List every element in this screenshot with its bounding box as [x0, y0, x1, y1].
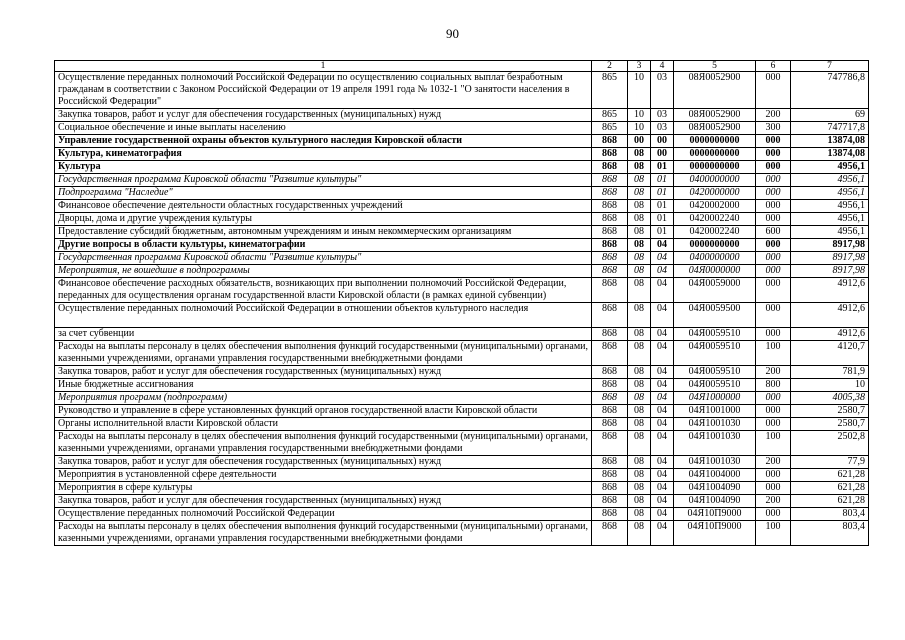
amount-cell: 4912,6 — [791, 328, 869, 341]
target-article-cell: 04Я1001030 — [674, 431, 756, 456]
amount-cell: 4912,6 — [791, 303, 869, 328]
chapter-code-cell: 868 — [592, 521, 628, 546]
header-cell: 1 — [55, 61, 592, 72]
row-name-cell: Расходы на выплаты персоналу в целях обеспечения выполнения функций государственными (муниципальными) органами, казенными учреждениями, органами управления государственными внебюджетными фондами — [55, 341, 592, 366]
amount-cell: 2502,8 — [791, 431, 869, 456]
chapter-code-cell: 868 — [592, 213, 628, 226]
subsection-code-cell: 04 — [651, 265, 674, 278]
section-code-cell: 08 — [628, 187, 651, 200]
table-row — [55, 521, 869, 546]
subsection-code-cell: 00 — [651, 148, 674, 161]
target-article-cell: 04Я1004090 — [674, 482, 756, 495]
table-row — [55, 303, 869, 328]
header-cell: 6 — [756, 61, 791, 72]
table-row — [55, 431, 869, 456]
target-article-cell: 04Я1004090 — [674, 495, 756, 508]
row-name-cell: Осуществление переданных полномочий Российской Федерации — [55, 508, 592, 521]
table-row — [55, 469, 869, 482]
section-code-cell: 08 — [628, 379, 651, 392]
section-code-cell: 10 — [628, 72, 651, 109]
expense-type-cell: 200 — [756, 456, 791, 469]
target-article-cell: 08Я0052900 — [674, 72, 756, 109]
subsection-code-cell: 04 — [651, 405, 674, 418]
amount-cell: 4956,1 — [791, 213, 869, 226]
section-code-cell: 08 — [628, 278, 651, 303]
expense-type-cell: 000 — [756, 508, 791, 521]
row-name-cell: Социальное обеспечение и иные выплаты населению — [55, 122, 592, 135]
chapter-code-cell: 868 — [592, 252, 628, 265]
amount-cell: 8917,98 — [791, 239, 869, 252]
table-row — [55, 109, 869, 122]
chapter-code-cell: 868 — [592, 161, 628, 174]
table-row — [55, 418, 869, 431]
table-row — [55, 148, 869, 161]
row-name-cell: Иные бюджетные ассигнования — [55, 379, 592, 392]
row-name-cell: за счет субвенции — [55, 328, 592, 341]
row-name-cell: Мероприятия программ (подпрограмм) — [55, 392, 592, 405]
amount-cell: 13874,08 — [791, 148, 869, 161]
expense-type-cell: 200 — [756, 366, 791, 379]
table-row — [55, 213, 869, 226]
table-row — [55, 239, 869, 252]
target-article-cell: 0420002240 — [674, 213, 756, 226]
row-name-cell: Органы исполнительной власти Кировской области — [55, 418, 592, 431]
target-article-cell: 04Я1004000 — [674, 469, 756, 482]
section-code-cell: 08 — [628, 482, 651, 495]
table-row — [55, 174, 869, 187]
amount-cell: 13874,08 — [791, 135, 869, 148]
row-name-cell: Осуществление переданных полномочий Российской Федерации по осуществлению социальных выплат безработным гражданам в соответствии с Законом Российской Федерации от 19 апреля 1991 года № 1032-1 "О занятости населения в Российской Федерации" — [55, 72, 592, 109]
row-name-cell: Мероприятия в сфере культуры — [55, 482, 592, 495]
subsection-code-cell: 01 — [651, 200, 674, 213]
subsection-code-cell: 04 — [651, 278, 674, 303]
section-code-cell: 08 — [628, 431, 651, 456]
chapter-code-cell: 868 — [592, 174, 628, 187]
expense-type-cell: 000 — [756, 405, 791, 418]
table-row — [55, 341, 869, 366]
chapter-code-cell: 868 — [592, 148, 628, 161]
expense-type-cell: 100 — [756, 431, 791, 456]
chapter-code-cell: 868 — [592, 482, 628, 495]
table-row — [55, 135, 869, 148]
chapter-code-cell: 868 — [592, 392, 628, 405]
row-name-cell: Культура, кинематография — [55, 148, 592, 161]
section-code-cell: 10 — [628, 109, 651, 122]
table-row — [55, 495, 869, 508]
section-code-cell: 08 — [628, 469, 651, 482]
row-name-cell: Руководство и управление в сфере установленных функций органов государственной власти Кировской области — [55, 405, 592, 418]
table-row — [55, 161, 869, 174]
section-code-cell: 08 — [628, 148, 651, 161]
row-name-cell: Финансовое обеспечение деятельности областных государственных учреждений — [55, 200, 592, 213]
amount-cell: 8917,98 — [791, 265, 869, 278]
target-article-cell: 0400000000 — [674, 252, 756, 265]
amount-cell: 2580,7 — [791, 405, 869, 418]
section-code-cell: 08 — [628, 521, 651, 546]
table-row — [55, 226, 869, 239]
chapter-code-cell: 868 — [592, 431, 628, 456]
row-name-cell: Закупка товаров, работ и услуг для обеспечения государственных (муниципальных) нужд — [55, 366, 592, 379]
target-article-cell: 04Я0059500 — [674, 303, 756, 328]
expense-type-cell: 800 — [756, 379, 791, 392]
target-article-cell: 04Я0000000 — [674, 265, 756, 278]
chapter-code-cell: 868 — [592, 418, 628, 431]
chapter-code-cell: 868 — [592, 328, 628, 341]
target-article-cell: 0000000000 — [674, 161, 756, 174]
chapter-code-cell: 865 — [592, 72, 628, 109]
expense-type-cell: 000 — [756, 418, 791, 431]
subsection-code-cell: 04 — [651, 456, 674, 469]
subsection-code-cell: 04 — [651, 328, 674, 341]
amount-cell: 803,4 — [791, 508, 869, 521]
amount-cell: 4956,1 — [791, 161, 869, 174]
row-name-cell: Финансовое обеспечение расходных обязательств, возникающих при выполнении полномочий Российской Федерации, переданных для осуществления органам государственной власти Кировской области (в рамках единой субвенции) — [55, 278, 592, 303]
expense-type-cell: 000 — [756, 239, 791, 252]
expense-type-cell: 000 — [756, 148, 791, 161]
section-code-cell: 08 — [628, 174, 651, 187]
subsection-code-cell: 04 — [651, 303, 674, 328]
row-name-cell: Расходы на выплаты персоналу в целях обеспечения выполнения функций государственными (муниципальными) органами, казенными учреждениями, органами управления государственными внебюджетными фондами — [55, 431, 592, 456]
header-cell: 4 — [651, 61, 674, 72]
chapter-code-cell: 868 — [592, 508, 628, 521]
target-article-cell: 0000000000 — [674, 135, 756, 148]
expense-type-cell: 000 — [756, 469, 791, 482]
target-article-cell: 0000000000 — [674, 239, 756, 252]
section-code-cell: 08 — [628, 456, 651, 469]
header-cell: 3 — [628, 61, 651, 72]
row-name-cell: Государственная программа Кировской области "Развитие культуры" — [55, 252, 592, 265]
section-code-cell: 08 — [628, 239, 651, 252]
chapter-code-cell: 868 — [592, 135, 628, 148]
expense-type-cell: 000 — [756, 200, 791, 213]
subsection-code-cell: 03 — [651, 122, 674, 135]
subsection-code-cell: 04 — [651, 366, 674, 379]
amount-cell: 4956,1 — [791, 226, 869, 239]
amount-cell: 747786,8 — [791, 72, 869, 109]
subsection-code-cell: 04 — [651, 431, 674, 456]
target-article-cell: 0420002000 — [674, 200, 756, 213]
expense-type-cell: 000 — [756, 482, 791, 495]
page-number: 90 — [446, 26, 459, 41]
table-row — [55, 366, 869, 379]
row-name-cell: Мероприятия, не вошедшие в подпрограммы — [55, 265, 592, 278]
table-row — [55, 278, 869, 303]
row-name-cell: Осуществление переданных полномочий Российской Федерации в отношении объектов культурного наследия — [55, 303, 592, 328]
target-article-cell: 04Я1001030 — [674, 456, 756, 469]
amount-cell: 621,28 — [791, 482, 869, 495]
section-code-cell: 08 — [628, 341, 651, 366]
target-article-cell: 04Я0059510 — [674, 366, 756, 379]
expense-type-cell: 200 — [756, 109, 791, 122]
amount-cell: 747717,8 — [791, 122, 869, 135]
table-row — [55, 405, 869, 418]
chapter-code-cell: 865 — [592, 122, 628, 135]
amount-cell: 77,9 — [791, 456, 869, 469]
row-name-cell: Государственная программа Кировской области "Развитие культуры" — [55, 174, 592, 187]
row-name-cell: Дворцы, дома и другие учреждения культуры — [55, 213, 592, 226]
amount-cell: 10 — [791, 379, 869, 392]
section-code-cell: 08 — [628, 495, 651, 508]
chapter-code-cell: 868 — [592, 226, 628, 239]
amount-cell: 621,28 — [791, 469, 869, 482]
section-code-cell: 08 — [628, 265, 651, 278]
section-code-cell: 08 — [628, 392, 651, 405]
target-article-cell: 04Я0059510 — [674, 328, 756, 341]
expense-type-cell: 000 — [756, 174, 791, 187]
target-article-cell: 04Я1001030 — [674, 418, 756, 431]
subsection-code-cell: 04 — [651, 418, 674, 431]
amount-cell: 4956,1 — [791, 200, 869, 213]
chapter-code-cell: 868 — [592, 469, 628, 482]
chapter-code-cell: 865 — [592, 109, 628, 122]
row-name-cell: Другие вопросы в области культуры, кинематографии — [55, 239, 592, 252]
amount-cell: 4120,7 — [791, 341, 869, 366]
chapter-code-cell: 868 — [592, 495, 628, 508]
target-article-cell: 0000000000 — [674, 148, 756, 161]
target-article-cell: 04Я0059510 — [674, 341, 756, 366]
subsection-code-cell: 01 — [651, 187, 674, 200]
section-code-cell: 08 — [628, 366, 651, 379]
amount-cell: 8917,98 — [791, 252, 869, 265]
section-code-cell: 08 — [628, 200, 651, 213]
target-article-cell: 0400000000 — [674, 174, 756, 187]
subsection-code-cell: 04 — [651, 469, 674, 482]
subsection-code-cell: 01 — [651, 226, 674, 239]
subsection-code-cell: 04 — [651, 379, 674, 392]
row-name-cell: Расходы на выплаты персоналу в целях обеспечения выполнения функций государственными (муниципальными) органами, казенными учреждениями, органами управления государственными внебюджетными фондами — [55, 521, 592, 546]
expense-type-cell: 300 — [756, 122, 791, 135]
section-code-cell: 08 — [628, 328, 651, 341]
expense-type-cell: 000 — [756, 161, 791, 174]
header-row — [55, 61, 869, 72]
subsection-code-cell: 04 — [651, 482, 674, 495]
expense-type-cell: 100 — [756, 341, 791, 366]
expense-type-cell: 000 — [756, 303, 791, 328]
amount-cell: 803,4 — [791, 521, 869, 546]
subsection-code-cell: 03 — [651, 72, 674, 109]
chapter-code-cell: 868 — [592, 303, 628, 328]
chapter-code-cell: 868 — [592, 405, 628, 418]
row-name-cell: Мероприятия в установленной сфере деятельности — [55, 469, 592, 482]
amount-cell: 2580,7 — [791, 418, 869, 431]
target-article-cell: 08Я0052900 — [674, 122, 756, 135]
row-name-cell: Управление государственной охраны объектов культурного наследия Кировской области — [55, 135, 592, 148]
amount-cell: 4956,1 — [791, 174, 869, 187]
subsection-code-cell: 01 — [651, 213, 674, 226]
expense-type-cell: 000 — [756, 187, 791, 200]
budget-table — [54, 60, 869, 546]
section-code-cell: 08 — [628, 213, 651, 226]
subsection-code-cell: 04 — [651, 521, 674, 546]
section-code-cell: 10 — [628, 122, 651, 135]
subsection-code-cell: 04 — [651, 508, 674, 521]
row-name-cell: Подпрограмма "Наследие" — [55, 187, 592, 200]
amount-cell: 4912,6 — [791, 278, 869, 303]
table-row — [55, 265, 869, 278]
chapter-code-cell: 868 — [592, 265, 628, 278]
table-row — [55, 508, 869, 521]
expense-type-cell: 000 — [756, 265, 791, 278]
subsection-code-cell: 00 — [651, 135, 674, 148]
row-name-cell: Предоставление субсидий бюджетным, автономным учреждениям и иным некоммерческим организациям — [55, 226, 592, 239]
chapter-code-cell: 868 — [592, 278, 628, 303]
subsection-code-cell: 01 — [651, 174, 674, 187]
chapter-code-cell: 868 — [592, 366, 628, 379]
chapter-code-cell: 868 — [592, 187, 628, 200]
target-article-cell: 04Я1001000 — [674, 405, 756, 418]
table-row — [55, 456, 869, 469]
amount-cell: 4956,1 — [791, 187, 869, 200]
table-row — [55, 200, 869, 213]
section-code-cell: 08 — [628, 303, 651, 328]
target-article-cell: 0420000000 — [674, 187, 756, 200]
row-name-cell: Закупка товаров, работ и услуг для обеспечения государственных (муниципальных) нужд — [55, 495, 592, 508]
amount-cell: 4005,38 — [791, 392, 869, 405]
target-article-cell: 08Я0052900 — [674, 109, 756, 122]
section-code-cell: 08 — [628, 161, 651, 174]
subsection-code-cell: 04 — [651, 495, 674, 508]
section-code-cell: 00 — [628, 135, 651, 148]
chapter-code-cell: 868 — [592, 341, 628, 366]
expense-type-cell: 200 — [756, 495, 791, 508]
target-article-cell: 04Я10П9000 — [674, 508, 756, 521]
chapter-code-cell: 868 — [592, 456, 628, 469]
table-row — [55, 328, 869, 341]
section-code-cell: 08 — [628, 508, 651, 521]
expense-type-cell: 000 — [756, 72, 791, 109]
target-article-cell: 04Я1000000 — [674, 392, 756, 405]
section-code-cell: 08 — [628, 405, 651, 418]
chapter-code-cell: 868 — [592, 200, 628, 213]
chapter-code-cell: 868 — [592, 239, 628, 252]
subsection-code-cell: 04 — [651, 341, 674, 366]
subsection-code-cell: 04 — [651, 392, 674, 405]
expense-type-cell: 000 — [756, 278, 791, 303]
table-row — [55, 187, 869, 200]
amount-cell: 69 — [791, 109, 869, 122]
chapter-code-cell: 868 — [592, 379, 628, 392]
expense-type-cell: 000 — [756, 252, 791, 265]
header-cell: 2 — [592, 61, 628, 72]
expense-type-cell: 000 — [756, 213, 791, 226]
subsection-code-cell: 01 — [651, 161, 674, 174]
section-code-cell: 08 — [628, 226, 651, 239]
expense-type-cell: 600 — [756, 226, 791, 239]
header-cell: 7 — [791, 61, 869, 72]
row-name-cell: Закупка товаров, работ и услуг для обеспечения государственных (муниципальных) нужд — [55, 456, 592, 469]
subsection-code-cell: 04 — [651, 252, 674, 265]
expense-type-cell: 000 — [756, 392, 791, 405]
expense-type-cell: 000 — [756, 135, 791, 148]
target-article-cell: 04Я0059510 — [674, 379, 756, 392]
subsection-code-cell: 04 — [651, 239, 674, 252]
row-name-cell: Культура — [55, 161, 592, 174]
table-row — [55, 72, 869, 109]
section-code-cell: 08 — [628, 418, 651, 431]
table-row — [55, 252, 869, 265]
header-cell: 5 — [674, 61, 756, 72]
expense-type-cell: 100 — [756, 521, 791, 546]
target-article-cell: 0420002240 — [674, 226, 756, 239]
subsection-code-cell: 03 — [651, 109, 674, 122]
target-article-cell: 04Я10П9000 — [674, 521, 756, 546]
table-row — [55, 392, 869, 405]
amount-cell: 781,9 — [791, 366, 869, 379]
table-row — [55, 482, 869, 495]
row-name-cell: Закупка товаров, работ и услуг для обеспечения государственных (муниципальных) нужд — [55, 109, 592, 122]
expense-type-cell: 000 — [756, 328, 791, 341]
section-code-cell: 08 — [628, 252, 651, 265]
target-article-cell: 04Я0059000 — [674, 278, 756, 303]
amount-cell: 621,28 — [791, 495, 869, 508]
table-row — [55, 122, 869, 135]
table-row — [55, 379, 869, 392]
